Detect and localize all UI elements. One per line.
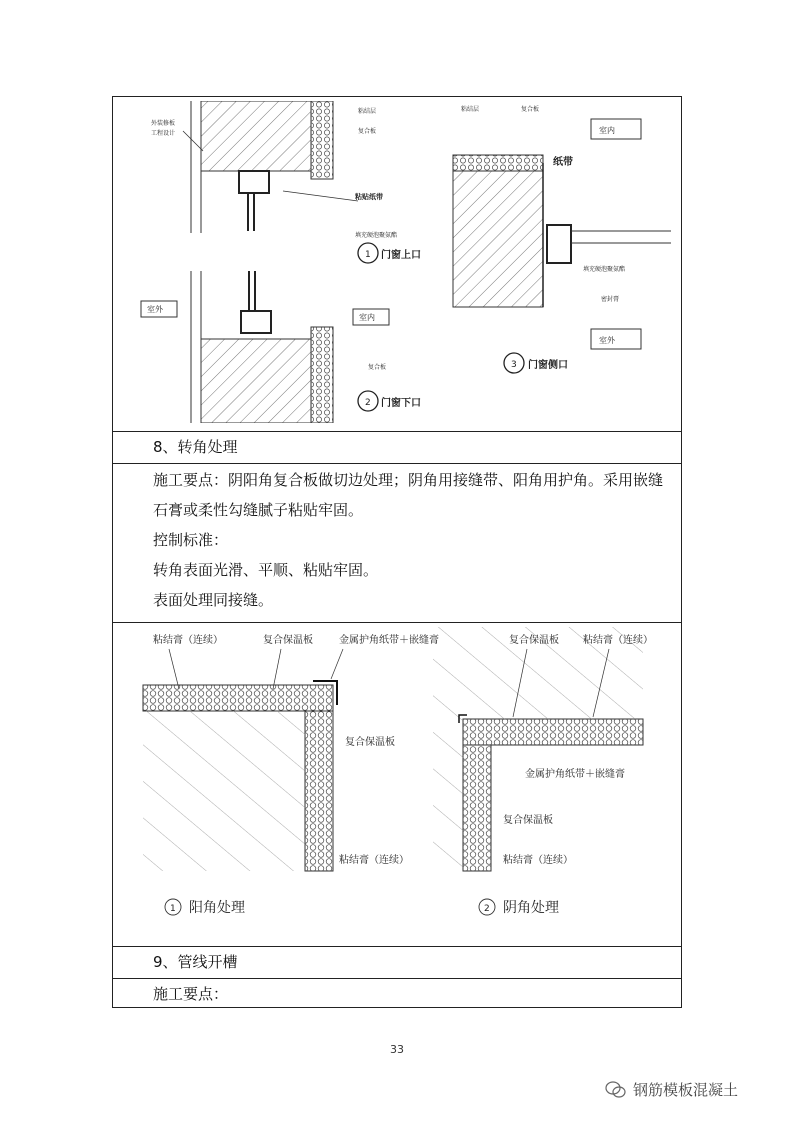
wechat-icon — [605, 1081, 627, 1099]
caption-corner-2-num: 2 — [484, 904, 490, 914]
label-metal-corner-a: 金属护角纸带＋嵌缝膏 — [339, 635, 439, 646]
corner-detail-drawings — [133, 627, 673, 942]
row-divider — [113, 622, 681, 623]
label-tape: 粘贴纸带 — [355, 193, 383, 201]
section-8-para-1: 施工要点：阴阳角复合板做切边处理；阴角用接缝带、阳角用护角。采用嵌缝石膏或柔性勾缝腻子粘贴牢固。 — [153, 471, 664, 519]
page-number: 33 — [390, 1043, 404, 1056]
window-top-detail — [183, 101, 378, 263]
label-metal-corner-b: 金属护角纸带＋嵌缝膏 — [525, 769, 625, 780]
watermark-text: 钢筋模板混凝土 — [633, 1081, 739, 1099]
watermark — [605, 1079, 738, 1100]
label-interior-2: 室内 — [599, 126, 615, 135]
caption-1: 门窗上口 — [381, 250, 421, 261]
label-adhesive-a: 粘结膏（连续） — [153, 635, 223, 646]
caption-3-num: 3 — [511, 360, 517, 370]
section-8-body — [113, 465, 681, 615]
section-8-heading: 8、转角处理 — [153, 438, 238, 456]
document-table — [112, 96, 682, 1008]
caption-2: 门窗下口 — [381, 398, 421, 409]
label-adhesive-b: 粘结膏（连续） — [583, 635, 653, 646]
caption-2-num: 2 — [365, 398, 371, 408]
label-adhesive-a2: 粘结膏（连续） — [339, 855, 409, 866]
label-adhesive-b2: 粘结膏（连续） — [503, 855, 573, 866]
label-outer-finish: 外装修板 — [151, 120, 176, 127]
label-composite-board-2: 复合板 — [368, 364, 387, 371]
label-sealant: 密封膏 — [601, 296, 620, 303]
label-paper-tape: 纸带 — [553, 157, 573, 168]
label-insulation-a2: 复合保温板 — [345, 737, 395, 748]
label-outer-finish-2: 工程设计 — [151, 130, 176, 137]
outside-corner-detail — [143, 649, 343, 871]
inside-corner-detail — [433, 627, 643, 871]
caption-corner-2: 阴角处理 — [503, 900, 559, 916]
section-8-para-2: 控制标准： — [153, 531, 229, 549]
section-9-para-1: 施工要点： — [153, 985, 229, 1003]
label-insulation-b: 复合保温板 — [509, 635, 559, 646]
caption-1-num: 1 — [365, 250, 371, 260]
label-insulation-b2: 复合保温板 — [503, 815, 553, 826]
section-8-para-3: 转角表面光滑、平顺、粘贴牢固。 — [153, 561, 379, 579]
label-insulation-a: 复合保温板 — [263, 635, 313, 646]
label-exterior: 室外 — [147, 305, 163, 314]
label-bond-layer-2: 粘结层 — [461, 106, 480, 113]
window-bottom-detail — [191, 271, 378, 423]
caption-3: 门窗侧口 — [528, 360, 568, 371]
window-detail-drawings — [123, 101, 673, 423]
label-interior: 室内 — [359, 313, 375, 322]
section-8-para-4: 表面处理同接缝。 — [153, 591, 274, 609]
label-composite-board-3: 复合板 — [521, 106, 540, 113]
section-9-heading: 9、管线开槽 — [153, 953, 238, 971]
row-divider — [113, 463, 681, 464]
label-exterior-2: 室外 — [599, 336, 615, 345]
caption-corner-1-num: 1 — [170, 904, 176, 914]
label-filler: 填充硬泡聚氨酯 — [355, 232, 398, 239]
label-filler-2: 填充硬泡聚氨酯 — [583, 266, 626, 273]
caption-corner-1: 阳角处理 — [189, 900, 245, 916]
label-bond-layer: 粘结层 — [358, 108, 377, 115]
label-composite-board: 复合板 — [358, 128, 377, 135]
